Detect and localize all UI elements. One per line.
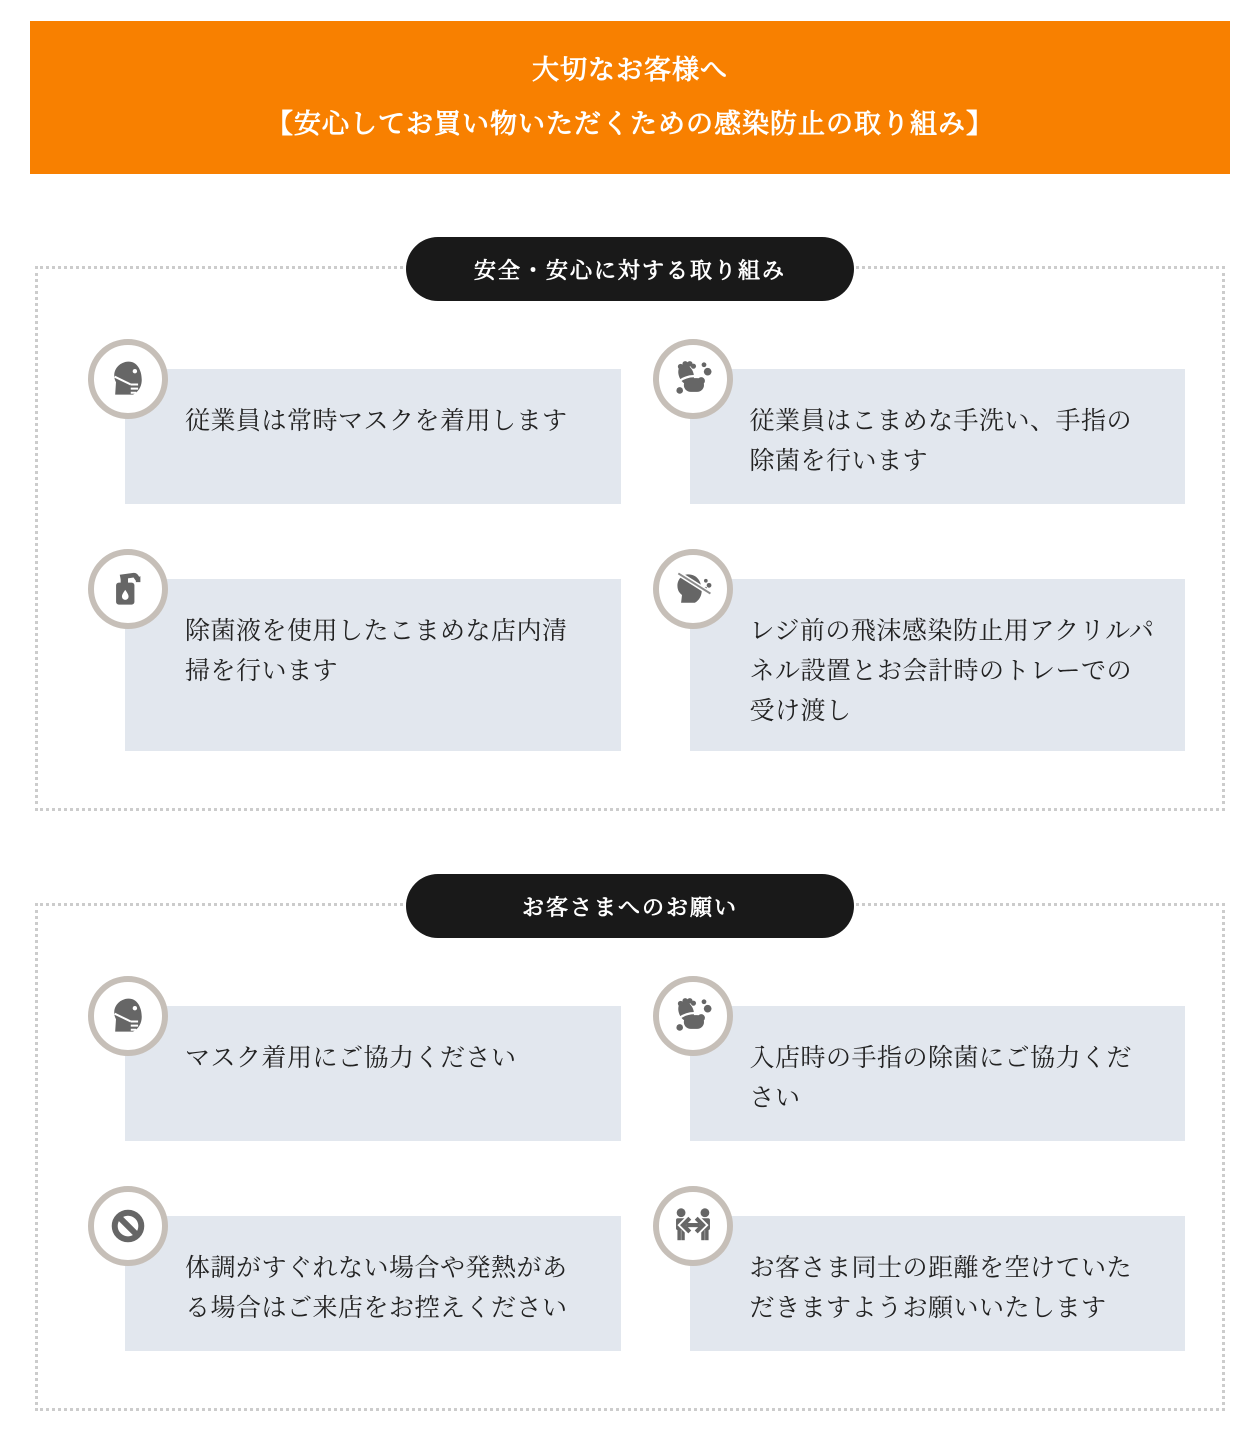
request-item-stay-home xyxy=(88,1186,621,1351)
request-card xyxy=(125,1216,621,1351)
sanitizer-spray-icon xyxy=(106,567,150,611)
banner-title: 大切なお客様へ xyxy=(532,54,728,85)
measure-text: 従業員は常時マスクを着用します xyxy=(185,407,568,435)
hand-washing-icon xyxy=(671,994,715,1038)
request-item-social-distance xyxy=(653,1186,1186,1351)
banner-subtitle: 【安心してお買い物いただくための感染防止の取り組み】 xyxy=(266,109,994,139)
mask-face-icon xyxy=(106,994,150,1038)
request-text: お客さま同士の距離を空けていただきますようお願いいたします xyxy=(749,1254,1133,1322)
request-text: 体調がすぐれない場合や発熱がある場合はご来店をお控えください xyxy=(185,1254,568,1322)
social-distance-icon xyxy=(671,1204,715,1248)
measure-item-handwash xyxy=(653,339,1186,504)
measure-text: 除菌液を使用したこまめな店内清掃を行います xyxy=(185,617,568,685)
measure-card xyxy=(690,579,1186,751)
request-card xyxy=(690,1216,1186,1351)
measure-card xyxy=(690,369,1186,504)
measure-card xyxy=(125,369,621,504)
request-text: マスク着用にご協力ください xyxy=(185,1044,517,1072)
request-text: 入店時の手指の除菌にご協力ください xyxy=(749,1044,1133,1112)
icon-circle xyxy=(88,976,168,1056)
section-safety-badge: 安全・安心に対する取り組み xyxy=(406,237,854,301)
mask-face-icon xyxy=(106,357,150,401)
icon-circle xyxy=(88,549,168,629)
section-requests-badge: お客さまへのお願い xyxy=(406,874,854,938)
section-safety-measures xyxy=(35,257,1225,811)
hand-washing-icon xyxy=(671,357,715,401)
measure-item-mask xyxy=(88,339,621,504)
measure-item-acrylic-panel xyxy=(653,549,1186,751)
icon-circle xyxy=(653,549,733,629)
icon-circle xyxy=(653,976,733,1056)
measure-text: レジ前の飛沫感染防止用アクリルパネル設置とお会計時のトレーでの受け渡し xyxy=(749,617,1155,725)
no-entry-icon xyxy=(106,1204,150,1248)
request-item-sanitize-hands xyxy=(653,976,1186,1141)
requests-grid xyxy=(88,976,1185,1351)
droplet-prevention-icon xyxy=(671,567,715,611)
request-item-mask xyxy=(88,976,621,1141)
measure-text: 従業員はこまめな手洗い、手指の除菌を行います xyxy=(749,407,1133,475)
measures-grid xyxy=(88,339,1185,751)
request-card xyxy=(690,1006,1186,1141)
icon-circle xyxy=(653,339,733,419)
notice-banner xyxy=(30,21,1230,174)
request-card xyxy=(125,1006,621,1141)
section-customer-requests xyxy=(35,894,1225,1411)
measure-item-sanitize-store xyxy=(88,549,621,751)
measure-card xyxy=(125,579,621,751)
icon-circle xyxy=(88,339,168,419)
icon-circle xyxy=(653,1186,733,1266)
icon-circle xyxy=(88,1186,168,1266)
